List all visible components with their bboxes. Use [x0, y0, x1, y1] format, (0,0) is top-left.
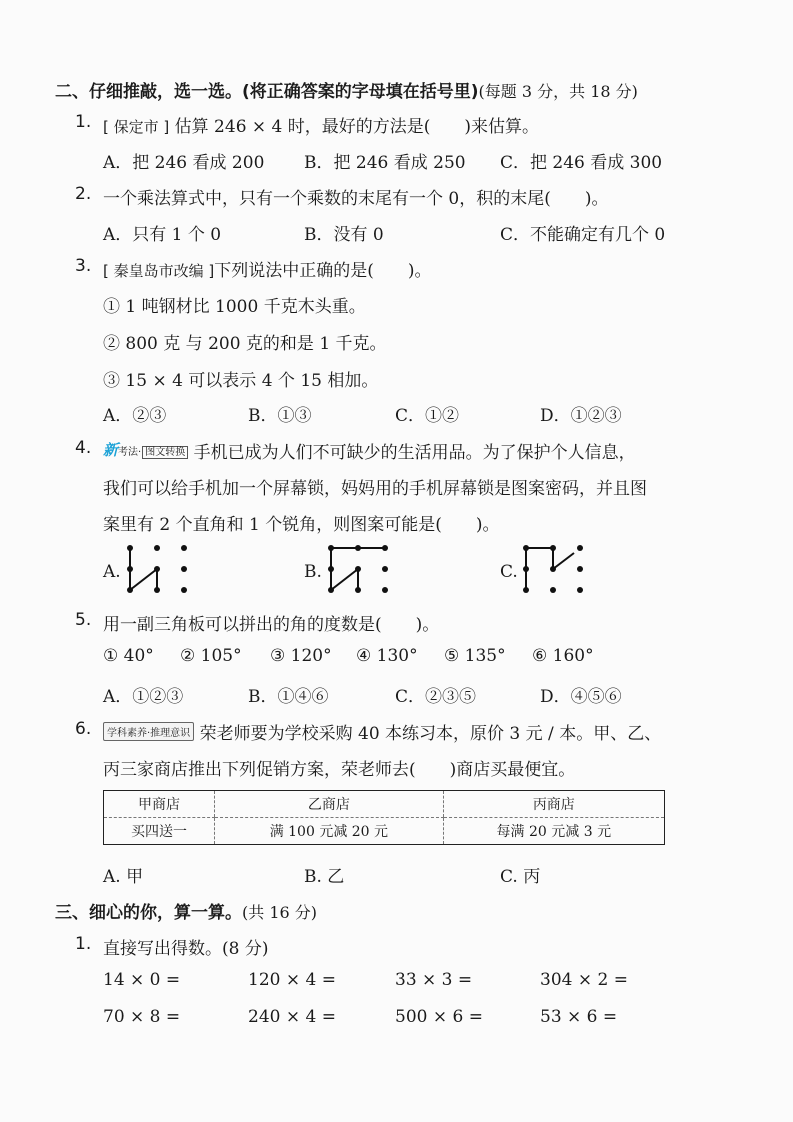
q3-text: 下列说法中正确的是( )。 — [214, 261, 432, 281]
q5-option-b: B．①④⑥ — [248, 687, 329, 707]
q2-number: 2. — [75, 184, 92, 204]
q6-option-a: A. 甲 — [103, 867, 144, 887]
q1-text: 估算 246 × 4 时，最好的方法是( )来估算。 — [174, 117, 540, 137]
q4-number: 4. — [75, 438, 92, 458]
section-3-title: 三、细心的你，算一算。 — [55, 903, 242, 923]
q1-source-tag: [ 保定市 ] — [103, 118, 170, 136]
q6-line-1 — [103, 719, 661, 744]
table-header-cell: 丙商店 — [443, 791, 664, 818]
q2-option-a: A．只有 1 个 0 — [103, 225, 222, 245]
calc-item: 500 × 6 = — [395, 1007, 483, 1027]
table-cell: 每满 20 元减 3 元 — [443, 818, 664, 845]
q3-option-a: A．②③ — [103, 406, 167, 426]
q6-option-b: B. 乙 — [304, 867, 345, 887]
calc-item: 14 × 0 = — [103, 970, 181, 990]
q3-statement-1: ① 1 吨钢材比 1000 千克木头重。 — [103, 297, 366, 317]
q3-stem — [103, 256, 432, 281]
q3-statement-3: ③ 15 × 4 可以表示 4 个 15 相加。 — [103, 371, 379, 391]
q6-option-c: C. 丙 — [500, 867, 541, 887]
q5-option-c: C．②③⑤ — [395, 687, 477, 707]
calc-item: 33 × 3 = — [395, 970, 473, 990]
q4-text-line-2: 我们可以给手机加一个屏幕锁，妈妈用的手机屏幕锁是图案密码，并且图 — [103, 479, 647, 499]
section-2-heading — [55, 77, 638, 102]
q5-choice-4: ④ 130° — [356, 646, 418, 666]
q5-option-d: D．④⑤⑥ — [540, 687, 622, 707]
calc-item: 240 × 4 = — [248, 1007, 336, 1027]
table-header-row — [104, 791, 665, 818]
q4-pattern-b-figure — [321, 540, 401, 600]
q1-number: 1. — [75, 112, 92, 132]
q4-pattern-c-figure — [516, 540, 596, 600]
literacy-badge: 学科素养·推理意识 — [103, 722, 194, 741]
q4-option-b: B. — [304, 562, 322, 582]
q4-text-line-1: 手机已成为人们不可缺少的生活用品。为了保护个人信息， — [193, 443, 636, 463]
table-cell: 买四送一 — [131, 824, 188, 840]
q1-option-c: C．把 246 看成 300 — [500, 153, 663, 173]
q4-option-a: A. — [103, 562, 121, 582]
q4-line-1 — [103, 438, 636, 463]
q4-pattern-a-figure — [120, 540, 200, 600]
calc-item: 53 × 6 = — [540, 1007, 618, 1027]
q3-number: 3. — [75, 256, 92, 276]
promotion-table — [103, 790, 665, 845]
q1-option-b: B．把 246 看成 250 — [304, 153, 466, 173]
q1-option-a: A．把 246 看成 200 — [103, 153, 265, 173]
section-3-heading — [55, 898, 317, 923]
q5-choice-2: ② 105° — [180, 646, 242, 666]
table-row — [104, 818, 665, 845]
q5-choice-3: ③ 120° — [270, 646, 332, 666]
q5-choice-6: ⑥ 160° — [532, 646, 594, 666]
calc-item: 120 × 4 = — [248, 970, 336, 990]
q3-option-b: B．①③ — [248, 406, 312, 426]
q3-statement-2: ② 800 克 与 200 克的和是 1 千克。 — [103, 334, 387, 354]
calc-item: 304 × 2 = — [540, 970, 628, 990]
q5-choice-1: ① 40° — [103, 646, 154, 666]
q1-stem — [103, 112, 539, 137]
s3-q1-text: 直接写出得数。(8 分) — [103, 939, 269, 959]
section-2-title: 二、仔细推敲，选一选。(将正确答案的字母填在括号里) — [55, 82, 479, 102]
q4-text-line-3: 案里有 2 个直角和 1 个锐角，则图案可能是( )。 — [103, 515, 500, 535]
q5-number: 5. — [75, 610, 92, 630]
q5-option-a: A．①②③ — [103, 687, 184, 707]
section-3-score-note: (共 16 分) — [242, 903, 318, 922]
section-2-score-note: (每题 3 分，共 18 分) — [478, 82, 638, 101]
table-header-cell: 乙商店 — [215, 791, 444, 818]
q6-text-line-2: 丙三家商店推出下列促销方案，荣老师去( )商店买最便宜。 — [103, 760, 576, 780]
q2-text: 一个乘法算式中，只有一个乘数的末尾有一个 0，积的末尾( )。 — [103, 189, 609, 209]
table-header-cell: 甲商店 — [104, 791, 215, 818]
q6-text-line-1: 荣老师要为学校采购 40 本练习本，原价 3 元 / 本。甲、乙、 — [199, 724, 662, 744]
q3-option-c: C．①② — [395, 406, 460, 426]
new-method-badge: 新考法· 图文转换 — [103, 439, 188, 460]
q6-number: 6. — [75, 719, 92, 739]
s3-q1-number: 1. — [75, 934, 92, 954]
q5-text: 用一副三角板可以拼出的角的度数是( )。 — [103, 615, 440, 635]
q2-option-b: B．没有 0 — [304, 225, 384, 245]
table-cell: 满 100 元减 20 元 — [215, 818, 444, 845]
q5-choice-5: ⑤ 135° — [444, 646, 506, 666]
calc-item: 70 × 8 = — [103, 1007, 181, 1027]
q3-source-tag: [ 秦皇岛市改编 ] — [103, 262, 215, 280]
q2-option-c: C．不能确定有几个 0 — [500, 225, 666, 245]
q4-option-c: C. — [500, 562, 518, 582]
q3-option-d: D．①②③ — [540, 406, 622, 426]
